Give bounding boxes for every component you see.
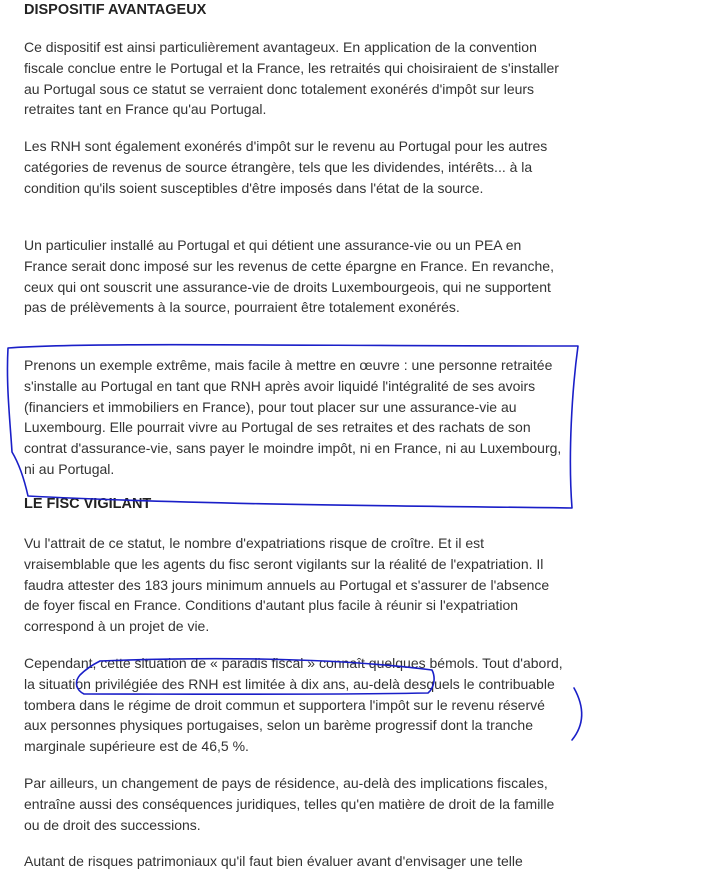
- hand-drawn-bracket-margin: [572, 688, 582, 740]
- paragraph-risques-patrimoniaux: Autant de risques patrimoniaux qu'il faut bien évaluer avant d'envisager une telle: [24, 853, 523, 869]
- paragraph-attrait-statut: Vu l'attrait de ce statut, le nombre d'expatriations risque de croître. Et il est vraisemblable que les agents du fisc seront vigilants sur la réalité de l'expatriation. Il faudra attester des 183 jours minimum annuels au Portugal et s'assurer de l'absence de foyer fiscal en France. Conditions d'autant plus facile à réunir si l'expatriation correspond à un projet de vie.: [24, 535, 550, 635]
- paragraph-bemols: Cependant, cette situation de « paradis fiscal » connaît quelques bémols. Tout d'abord, la situation privilégiée des RNH est limitée à dix ans, au-delà desquels le contribuable tombera dans le régime de droit commun et supportera l'impôt sur le revenu réservé aux personnes physiques portugaises, selon un barème progressif dont la tranche marginale supérieure est de 46,5 %.: [24, 655, 563, 755]
- paragraph-assurance-vie: Un particulier installé au Portugal et qui détient une assurance-vie ou un PEA en France serait donc imposé sur les revenus de cette épargne en France. En revanche, ceux qui ont souscrit une assurance-vie de droits Luxembourgeois, qui ne supportent pas de prélèvements à la source, pourraient être totalement exonérés.: [24, 237, 554, 316]
- paragraph-dispositif: Ce dispositif est ainsi particulièrement avantageux. En application de la convention fiscale conclue entre le Portugal et la France, les retraités qui choisiraient de s'installer au Portugal sous ce statut se verraient donc totalement exonérés d'impôt sur leurs retraites tant en France qu'au Portugal.: [24, 39, 559, 118]
- section-heading-fisc-vigilant: LE FISC VIGILANT: [24, 496, 152, 512]
- paragraph-exemple-extreme: Prenons un exemple extrême, mais facile à mettre en œuvre : une personne retraitée s'installe au Portugal en tant que RNH après avoir liquidé l'intégralité de ses avoirs (financiers et immobiliers en France), pour tout placer sur une assurance-vie au Luxembourg. Elle pourrait vivre au Portugal de ses retraites et des rachats de son contrat d'assurance-vie, sans payer le moindre impôt, ni en France, ni au Luxembourg, ni au Portugal.: [24, 357, 562, 477]
- paragraph-changement-residence: Par ailleurs, un changement de pays de résidence, au-delà des implications fiscales, entraîne aussi des conséquences juridiques, telles qu'en matière de droit de la famille ou de droit des successions.: [24, 775, 555, 833]
- paragraph-rnh-exoneration: Les RNH sont également exonérés d'impôt sur le revenu au Portugal pour les autres catégories de revenus de source étrangère, tels que les dividendes, intérêts... à la condition qu'ils soient susceptibles d'être imposés dans l'état de la source.: [24, 138, 548, 196]
- section-heading-dispositif: DISPOSITIF AVANTAGEUX: [24, 2, 207, 18]
